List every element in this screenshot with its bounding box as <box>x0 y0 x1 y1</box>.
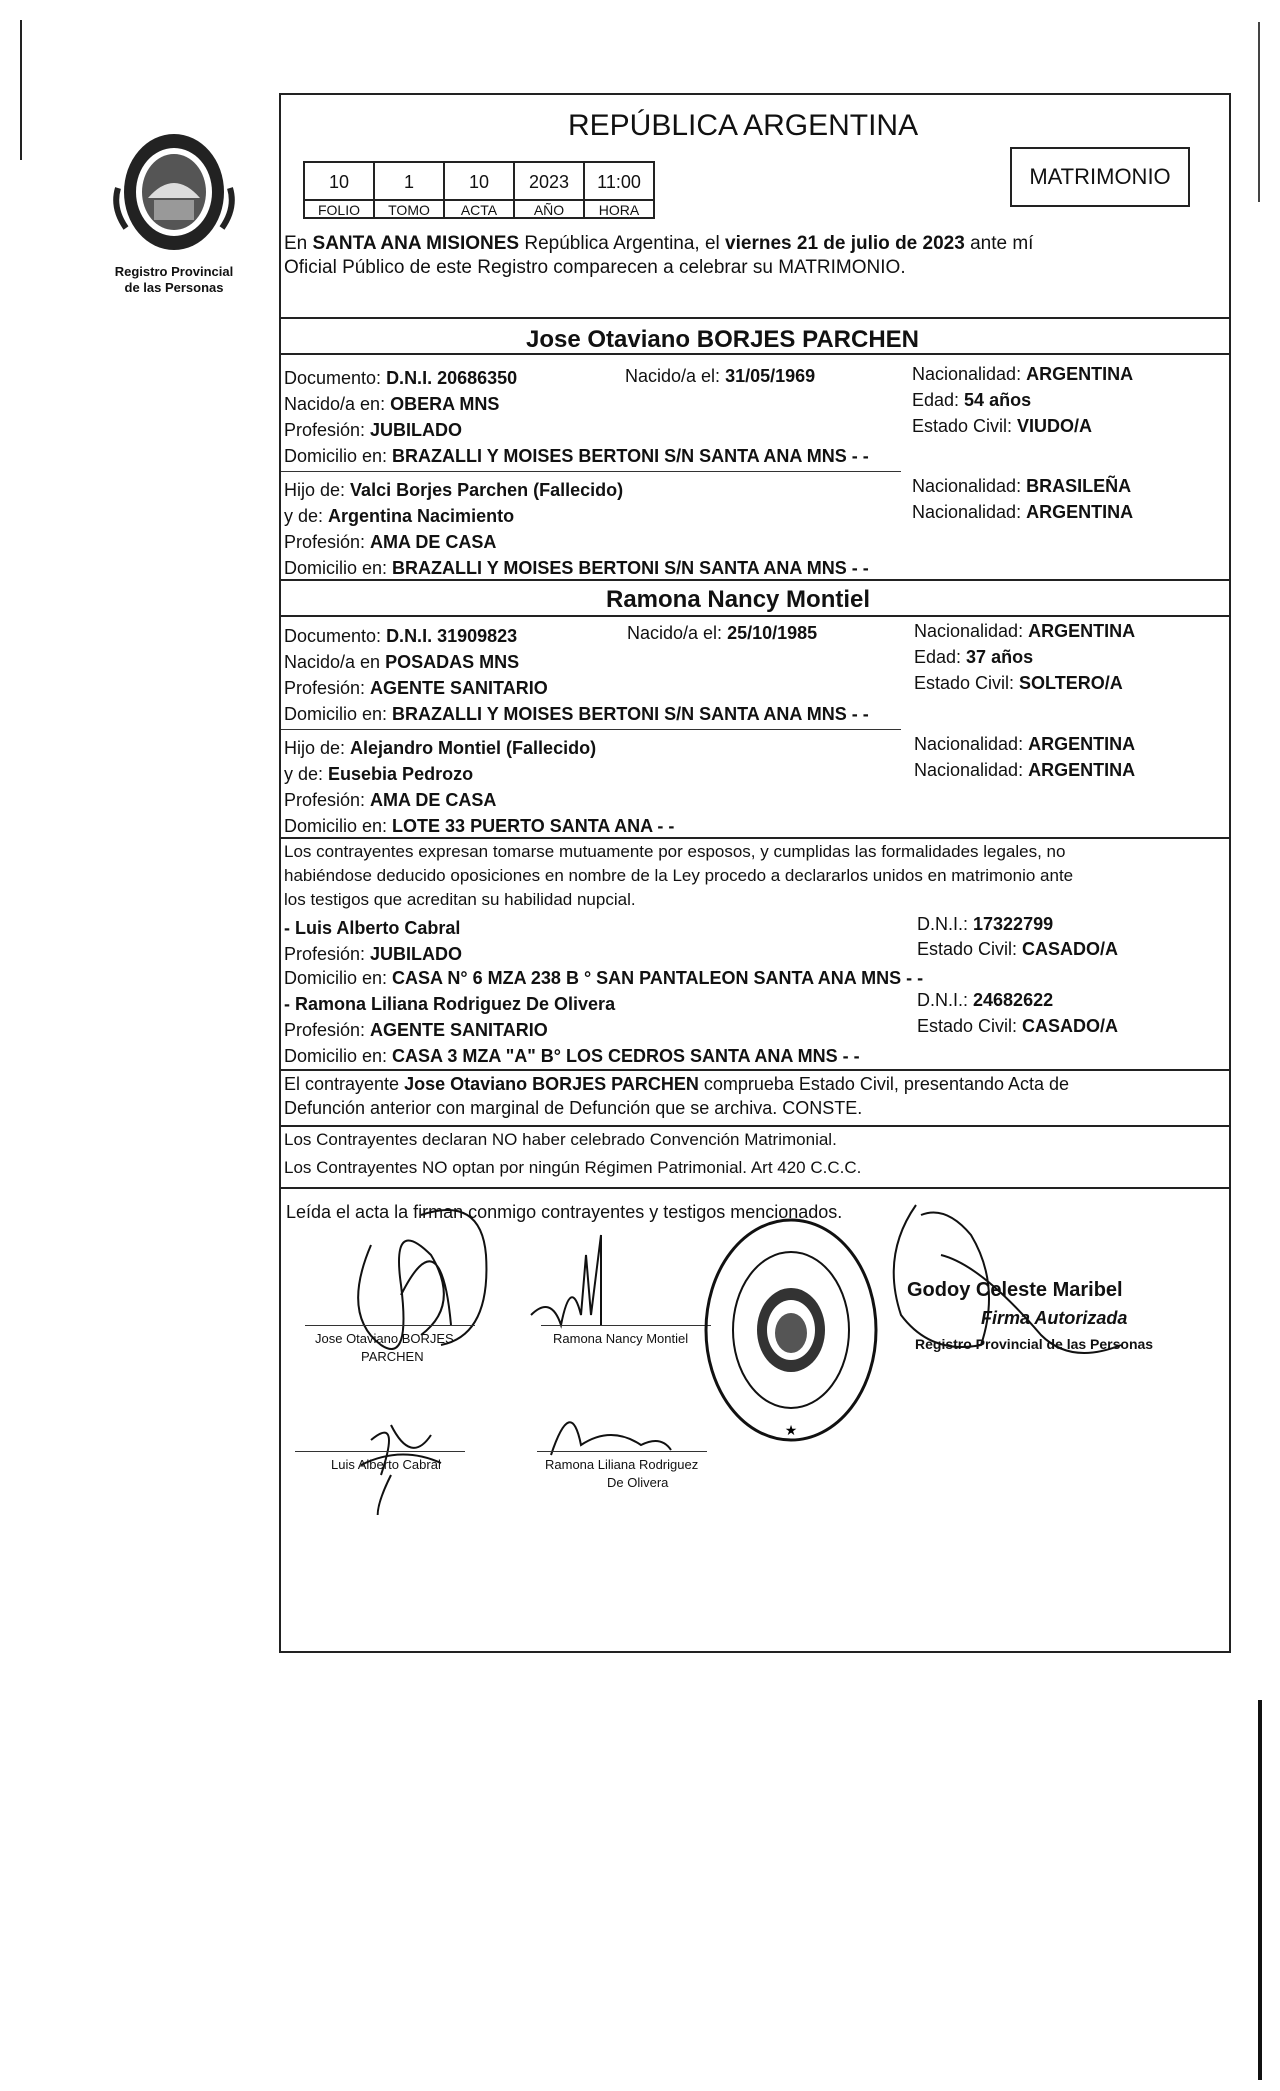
label: y de: <box>284 506 329 526</box>
divider-thin <box>281 471 901 472</box>
signature-label-spouse2: Ramona Nancy Montiel <box>553 1331 689 1346</box>
value: ARGENTINA <box>1028 734 1136 754</box>
label: Nacionalidad: <box>914 760 1029 780</box>
value: AGENTE SANITARIO <box>370 678 548 698</box>
label: Profesión: <box>284 678 371 698</box>
label: Hijo de: <box>284 480 351 500</box>
label: Profesión: <box>284 790 371 810</box>
value: D.N.I. 20686350 <box>386 368 518 388</box>
folio-label: FOLIO <box>303 199 375 219</box>
value: OBERA MNS <box>390 394 500 414</box>
value: VIUDO/A <box>1017 416 1093 436</box>
spouse1-name: Jose Otaviano BORJES PARCHEN <box>526 326 919 353</box>
value: JUBILADO <box>370 944 463 964</box>
note-text: El contrayente <box>284 1074 405 1094</box>
declaration-line-1: Los contrayentes expresan tomarse mutuamente por esposos, y cumplidas las formalidades legales, no <box>284 842 1066 861</box>
label: Domicilio en: <box>284 704 393 724</box>
signature-label-witness2-line1: Ramona Liliana Rodriguez <box>545 1457 699 1472</box>
value: 31/05/1969 <box>725 366 816 386</box>
divider <box>281 837 1229 839</box>
label: Domicilio en: <box>284 446 393 466</box>
signature-label-witness1: Luis Alberto Cabral <box>331 1457 441 1472</box>
signature-label-spouse1-line1: Jose Otaviano BORJES <box>315 1331 454 1346</box>
spouse2-birthdate <box>627 622 817 644</box>
value: SOLTERO/A <box>1019 673 1123 693</box>
spouse1-father-nationality <box>912 475 1131 497</box>
label: Edad: <box>914 647 967 667</box>
spouse1-address <box>284 445 869 467</box>
value: ARGENTINA <box>1028 621 1136 641</box>
witness2-profession <box>284 1019 548 1041</box>
label: Documento: <box>284 368 387 388</box>
label: Domicilio en: <box>284 558 393 578</box>
signature-line <box>305 1325 475 1326</box>
label: Estado Civil: <box>917 1016 1023 1036</box>
ano-value: 2023 <box>513 161 585 201</box>
witness1-civil-status <box>917 938 1118 960</box>
intro-line-2: Oficial Público de este Registro comparecen a celebrar su MATRIMONIO. <box>284 257 906 278</box>
spouse2-mother-nationality <box>914 759 1135 781</box>
official-name-stamp: Godoy Celeste Maribel <box>907 1279 1123 1301</box>
spouse1-age <box>912 389 1031 411</box>
value: ARGENTINA <box>1026 364 1134 384</box>
spouse2-document <box>284 625 517 647</box>
scan-edge-right-top <box>1258 22 1260 202</box>
value: 37 años <box>966 647 1034 667</box>
spouse1-mother <box>284 505 514 527</box>
intro-text: República Argentina, el <box>519 233 726 254</box>
value: AMA DE CASA <box>370 532 497 552</box>
witness2-name: - Ramona Liliana Rodriguez De Olivera <box>284 994 616 1014</box>
spouse2-nationality <box>914 620 1135 642</box>
official-registry-stamp: Registro Provincial de las Personas <box>915 1336 1154 1352</box>
value: 17322799 <box>973 914 1054 934</box>
intro-text: En <box>284 233 313 254</box>
divider <box>281 1125 1229 1127</box>
spouse1-profession <box>284 419 462 441</box>
witness1-name: - Luis Alberto Cabral <box>284 918 461 938</box>
divider <box>281 353 1229 355</box>
signature-line <box>537 1451 707 1452</box>
doc-type-box: MATRIMONIO <box>1010 147 1190 207</box>
value: 25/10/1985 <box>727 623 818 643</box>
signature-line <box>295 1451 465 1452</box>
ceremony-date: viernes 21 de julio de 2023 <box>725 233 965 254</box>
value: BRAZALLI Y MOISES BERTONI S/N SANTA ANA MNS - - <box>392 704 869 724</box>
witness2-dni <box>917 989 1053 1011</box>
acta-label: ACTA <box>443 199 515 219</box>
spouse1-father <box>284 479 623 501</box>
label: Estado Civil: <box>914 673 1020 693</box>
value: ARGENTINA <box>1028 760 1136 780</box>
official-authorized-stamp: Firma Autorizada <box>981 1308 1128 1328</box>
ano-label: AÑO <box>513 199 585 219</box>
divider-thin <box>281 729 901 730</box>
country-title: REPÚBLICA ARGENTINA <box>568 109 919 142</box>
note-text: comprueba Estado Civil, presentando Acta de <box>698 1074 1070 1094</box>
signature-line <box>541 1325 711 1326</box>
value: CASADO/A <box>1022 939 1119 959</box>
value: BRAZALLI Y MOISES BERTONI S/N SANTA ANA MNS - - <box>392 446 869 466</box>
note-name: Jose Otaviano BORJES PARCHEN <box>404 1074 699 1094</box>
label: Documento: <box>284 626 387 646</box>
intro-text: ante mí <box>964 233 1034 254</box>
value: CASADO/A <box>1022 1016 1119 1036</box>
signature-intro: Leída el acta la firman conmigo contrayentes y testigos mencionados. <box>286 1202 843 1222</box>
spouse2-parent-address <box>284 815 674 837</box>
label: y de: <box>284 764 329 784</box>
label: Domicilio en: <box>284 1046 393 1066</box>
label: Nacionalidad: <box>914 734 1029 754</box>
divider <box>281 579 1229 581</box>
scan-edge-right-bottom <box>1258 1700 1262 2080</box>
signature-label-spouse1-line2: PARCHEN <box>361 1349 424 1364</box>
value: CASA 3 MZA "A" B° LOS CEDROS SANTA ANA MNS - - <box>392 1046 860 1066</box>
value: POSADAS MNS <box>385 652 520 672</box>
spouse2-age <box>914 646 1033 668</box>
spouse1-mother-nationality <box>912 501 1133 523</box>
hora-value: 11:00 <box>583 161 655 201</box>
value: BRASILEÑA <box>1026 476 1132 496</box>
tomo-label: TOMO <box>373 199 445 219</box>
signature-label-witness2-line2: De Olivera <box>607 1475 669 1490</box>
label: Profesión: <box>284 1020 371 1040</box>
spouse1-parent-address <box>284 557 869 579</box>
ceremony-place: SANTA ANA MISIONES <box>312 233 520 254</box>
label: Nacido/a el: <box>625 366 726 386</box>
spouse2-name: Ramona Nancy Montiel <box>606 586 871 613</box>
value: 24682622 <box>973 990 1054 1010</box>
witness2-civil-status <box>917 1015 1118 1037</box>
label: Profesión: <box>284 420 371 440</box>
label: Nacionalidad: <box>912 476 1027 496</box>
svg-text:★: ★ <box>784 1423 798 1439</box>
value: Eusebia Pedrozo <box>328 764 474 784</box>
label: Profesión: <box>284 944 371 964</box>
convention-line-1: Los Contrayentes declaran NO haber celebrado Convención Matrimonial. <box>284 1130 837 1149</box>
value: Alejandro Montiel (Fallecido) <box>350 738 597 758</box>
acta-value: 10 <box>443 161 515 201</box>
spouse1-birthplace <box>284 393 499 415</box>
label: Estado Civil: <box>917 939 1023 959</box>
label: Nacionalidad: <box>912 364 1027 384</box>
value: Valci Borjes Parchen (Fallecido) <box>350 480 624 500</box>
note-line-1 <box>284 1073 1069 1095</box>
value: LOTE 33 PUERTO SANTA ANA - - <box>392 816 675 836</box>
label: Domicilio en: <box>284 968 393 988</box>
label: D.N.I.: <box>917 914 974 934</box>
divider <box>281 1069 1229 1071</box>
label: Nacionalidad: <box>914 621 1029 641</box>
value: AMA DE CASA <box>370 790 497 810</box>
label: D.N.I.: <box>917 990 974 1010</box>
spouse1-civil-status <box>912 415 1092 437</box>
spouse2-father-nationality <box>914 733 1135 755</box>
spouse1-parent-profession <box>284 531 496 553</box>
value: 54 años <box>964 390 1032 410</box>
value: AGENTE SANITARIO <box>370 1020 548 1040</box>
value: CASA N° 6 MZA 238 B ° SAN PANTALEON SANTA ANA MNS - - <box>392 968 924 988</box>
spouse1-document <box>284 367 517 389</box>
label: Nacido/a en: <box>284 394 391 414</box>
declaration-line-3: los testigos que acreditan su habilidad nupcial. <box>284 890 636 909</box>
witness2-address <box>284 1045 860 1067</box>
marriage-certificate <box>279 93 1231 1653</box>
folio-value: 10 <box>303 161 375 201</box>
intro-line-1 <box>284 233 1033 255</box>
convention-line-2: Los Contrayentes NO optan por ningún Régimen Patrimonial. Art 420 C.C.C. <box>284 1158 862 1177</box>
delegation-seal <box>701 1215 881 1445</box>
spouse2-birthplace <box>284 651 519 673</box>
value: ARGENTINA <box>1026 502 1134 522</box>
record-grid <box>303 161 653 219</box>
spouse1-birthdate <box>625 365 815 387</box>
value: BRAZALLI Y MOISES BERTONI S/N SANTA ANA MNS - - <box>392 558 869 578</box>
spouse2-parent-profession <box>284 789 496 811</box>
spouse2-address <box>284 703 869 725</box>
spouse2-profession <box>284 677 548 699</box>
value: JUBILADO <box>370 420 463 440</box>
registry-logo <box>108 128 240 298</box>
scan-edge-left <box>20 20 22 160</box>
value: Argentina Nacimiento <box>328 506 515 526</box>
divider <box>281 317 1229 319</box>
label: Estado Civil: <box>912 416 1018 436</box>
label: Nacido/a el: <box>627 623 728 643</box>
registry-logo-line-1: Registro Provincial <box>114 264 234 279</box>
label: Nacido/a en <box>284 652 386 672</box>
label: Profesión: <box>284 532 371 552</box>
label: Domicilio en: <box>284 816 393 836</box>
witness1-address <box>284 967 923 989</box>
spouse2-father <box>284 737 596 759</box>
witness1-dni <box>917 913 1053 935</box>
provincial-seal-icon <box>108 128 240 258</box>
witness1-profession <box>284 943 462 965</box>
value: D.N.I. 31909823 <box>386 626 518 646</box>
divider <box>281 615 1229 617</box>
tomo-value: 1 <box>373 161 445 201</box>
divider <box>281 1187 1229 1189</box>
spouse1-nationality <box>912 363 1133 385</box>
seal-icon <box>701 1215 881 1445</box>
note-line-2: Defunción anterior con marginal de Defunción que se archiva. CONSTE. <box>284 1098 863 1118</box>
label: Nacionalidad: <box>912 502 1027 522</box>
label: Edad: <box>912 390 965 410</box>
spouse2-civil-status <box>914 672 1123 694</box>
declaration-line-2: habiéndose deducido oposiciones en nombre de la Ley procedo a declararlos unidos en matrimonio ante <box>284 866 1074 885</box>
label: Hijo de: <box>284 738 351 758</box>
registry-logo-line-2: de las Personas <box>124 280 224 295</box>
spouse2-mother <box>284 763 473 785</box>
hora-label: HORA <box>583 199 655 219</box>
